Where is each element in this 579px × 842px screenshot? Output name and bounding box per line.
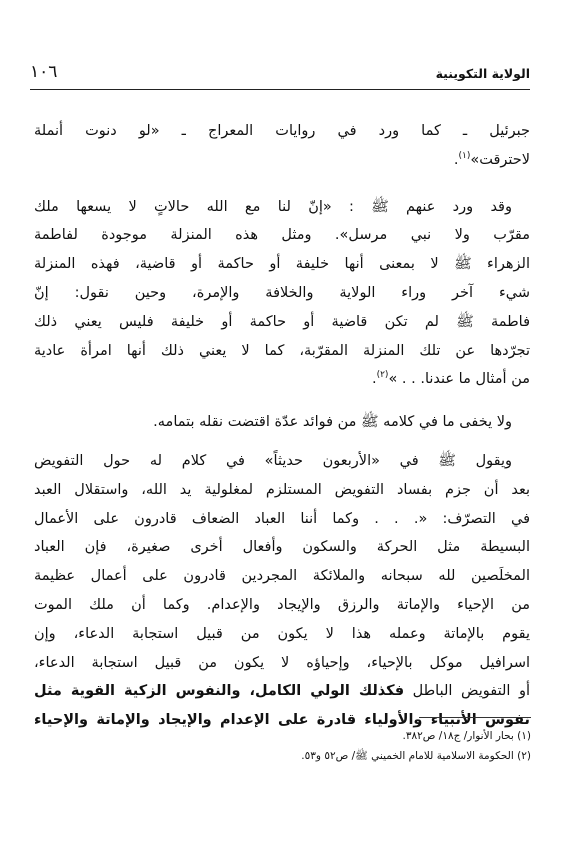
bold-segment: فكذلك الولي الكامل، والنفوس الزكية القوية مثل: [34, 683, 405, 700]
paragraph-gap: [34, 175, 530, 193]
text-line: لاحترقت»$^{(١)}$.: [453, 150, 530, 168]
text-line: ويقول ﷺ في «الأربعون حديثاً» في كلام له حول التفويض: [34, 452, 512, 469]
text-line: شيء آخر وراء الولاية والخلافة والإمرة، وحين نقول: إنّ: [34, 284, 530, 301]
text-line: مقرّب ولا نبي مرسل». ومثل هذه المنزلة موجودة لفاطمة: [34, 227, 530, 244]
footnote-divider: [419, 717, 531, 718]
paragraph-gap: [34, 394, 530, 408]
running-title: الولاية التكوينية: [435, 66, 530, 81]
header-divider: [30, 89, 530, 90]
text-segment: أو التفويض الباطل: [404, 683, 530, 700]
text-line: من أمثال ما عندنا. . . »$^{(٢)}$.: [371, 370, 530, 388]
text-line-bold: نفوس الأنبياء والأولياء قادرة على الإعدام والإيجاد والإماتة والإحياء: [34, 712, 530, 729]
text-line: الزهراء ﷺ لا بمعنى أنها خليفة أو حاكمة أو قاضية، فهذه المنزلة: [34, 256, 530, 273]
footnote-1: (١) بحار الأنوار/ ج١٨/ ص٣٨٢.: [402, 730, 531, 742]
text-line: جبرئيل ـ كما ورد في روايات المعراج ـ «لو دنوت أنملة: [34, 123, 530, 139]
text-line: من الإحياء والإماتة والرزق والإيجاد والإعدام. وكما أن ملك الموت: [34, 596, 530, 613]
text-line-content: من أمثال ما عندنا. . . »: [388, 371, 530, 388]
paragraph-3: [34, 408, 530, 437]
text-line: يقوم بالإماتة وعمله هذا لا يكون من قبيل استجابة الدعاء، وإن: [34, 625, 530, 642]
text-line: تجرّدها عن تلك المنزلة المقرّبة، كما لا يعني ذلك أنها امرأة عادية: [34, 342, 530, 359]
text-line-content: لاحترقت»: [470, 151, 530, 168]
text-line: البسيطة مثل الحركة والسكون وأفعال أخرى صغيرة، فإن العباد: [34, 539, 530, 556]
text-line: وقد ورد عنهم ﷺ : «إنّ لنا مع الله حالاتٍ لا يسعها ملك: [34, 198, 512, 215]
footnote-ref-1[interactable]: (١): [458, 150, 471, 161]
text-line-mixed: [34, 677, 530, 706]
footnote-2: (٢) الحكومة الاسلامية للامام الخميني ﷺ/ ص٥٢ و٥٣.: [301, 750, 531, 762]
text-line: في التصرّف: «. . . وكما أننا العباد الضعاف قادرون على الأعمال: [34, 510, 530, 527]
text-line: بعد أن جزم بفساد التفويض المستلزم لمغلولية يد الله، واستقلال العبد: [34, 481, 530, 498]
paragraph-gap: [34, 437, 530, 447]
footnotes: [61, 726, 531, 766]
text-line: المخلَصين لله سبحانه والملائكة المجردين قادرون على أعمال عظيمة: [34, 568, 530, 585]
page-number: ١٠٦: [30, 62, 58, 82]
paragraph-4: [34, 447, 530, 735]
body-text: [34, 117, 530, 735]
paragraph-1: [34, 117, 530, 175]
paragraph-2: [34, 193, 530, 395]
text-line: فاطمة ﷺ لم تكن قاضية أو حاكمة أو خليفة فليس يعني ذلك: [34, 313, 530, 330]
text-line: ولا يخفى ما في كلامه ﷺ من فوائد عدّة اقتضت نقله بتمامه.: [153, 414, 512, 431]
running-header: [30, 62, 530, 88]
footnote-ref-2[interactable]: (٢): [376, 370, 389, 381]
text-line: اسرافيل موكل بالإحياء، وإحياؤه لا يكون من قبيل استجابة الدعاء،: [34, 654, 530, 671]
